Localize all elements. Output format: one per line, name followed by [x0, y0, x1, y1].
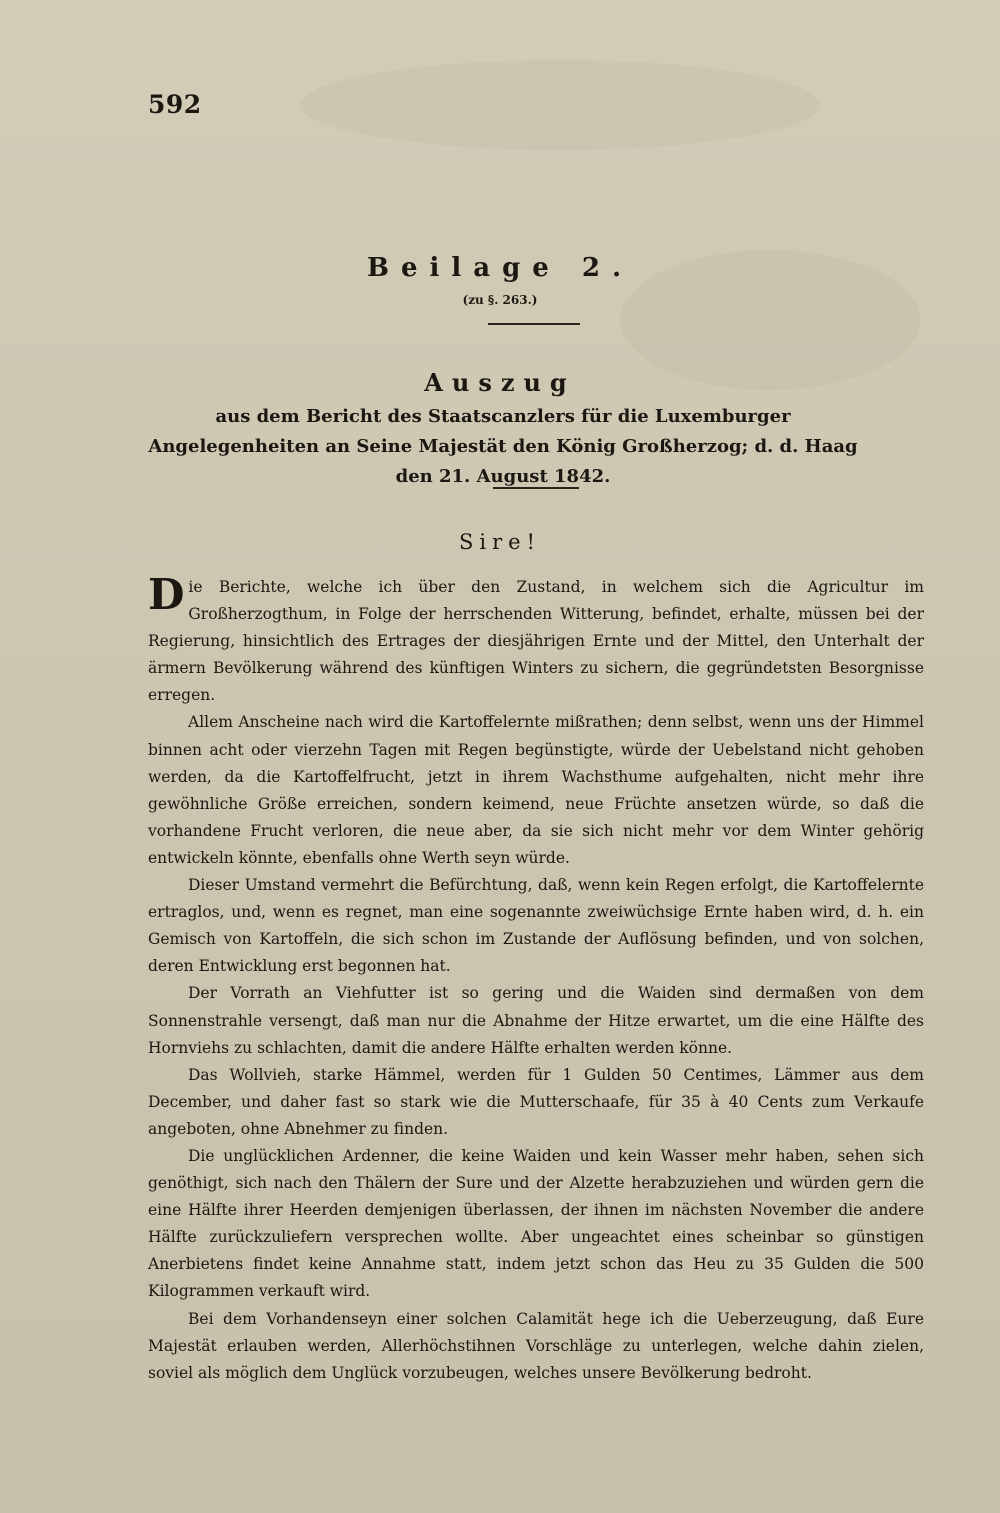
paragraph-text: ie Berichte, welche ich über den Zustand, in welchem sich die Agricultur im Großherzogthum, in Folge der herrschenden Witterung, befindet, erhalte, müssen bei der Regierung, hinsichtlich des Ertrages der diesjährigen Ernte und der Mittel, den Unterhalt der ärmern Bevölkerung während des künftigen Winters zu sichern, die gegründetsten Besorgnisse erregen. — [148, 578, 924, 705]
divider-rule — [488, 323, 580, 325]
paragraph: Die unglücklichen Ardenner, die keine Waiden und kein Wasser mehr haben, sehen sich genöthigt, sich nach den Thälern der Sure und der Alzette herabzuziehen und würden gern die eine Hälfte ihrer Heerden demjenigen überlassen, der ihnen im nächsten November die andere Hälfte zurückzuliefern versprechen wollte. Aber ungeachtet eines scheinbar so günstigen Anerbietens findet keine Annahme statt, indem jetzt schon das Heu zu 35 Gulden die 500 Kilogrammen verkauft wird. — [148, 1146, 924, 1301]
excerpt-description: aus dem Bericht des Staatscanzlers für die Luxemburger Angelegenheiten an Seine Majestät den König Großherzog; d. d. Haag den 21. August 1842. — [148, 406, 858, 487]
paragraph: Das Wollvieh, starke Hämmel, werden für 1 Gulden 50 Centimes, Lämmer aus dem December, und daher fast so stark wie die Mutterschaafe, für 35 à 40 Cents zum Verkaufe angeboten, ohne Abnehmer zu finden. — [148, 1065, 924, 1138]
paragraph — [148, 570, 924, 709]
paragraph: Der Vorrath an Viehfutter ist so gering und die Waiden sind dermaßen von dem Sonnenstrahle versengt, daß man nur die Abnahme der Hitze erwartet, um die eine Hälfte des Hornviehs zu schlachten, damit die andere Hälfte erhalten werden könne. — [148, 984, 924, 1057]
paper-stain — [300, 60, 820, 150]
paragraph: Allem Anscheine nach wird die Kartoffelernte mißrathen; denn selbst, wenn uns der Himmel binnen acht oder vierzehn Tagen mit Regen begünstigte, würde der Uebelstand nicht gehoben werden, da die Kartoffelfrucht, jetzt in ihrem Wachsthume aufgehalten, nicht mehr ihre gewöhnliche Größe erreichen, sondern keimend, neue Früchte ansetzen würde, so daß die vorhandene Frucht verloren, die neue aber, da sie sich nicht mehr vor dem Winter gehörig entwickeln könnte, ebenfalls ohne Werth seyn würde. — [148, 713, 924, 867]
paragraph: Dieser Umstand vermehrt die Befürchtung, daß, wenn kein Regen erfolgt, die Kartoffelernte ertraglos, und, wenn es regnet, man eine sogenannte zweiwüchsige Ernte haben wird, d. h. ein Gemisch von Kartoffeln, die sich schon im Zustande der Auflösung befinden, und von solchen, deren Entwicklung erst begonnen hat. — [148, 876, 924, 976]
salutation: Sire! — [458, 530, 541, 554]
drop-cap: D — [148, 570, 185, 619]
paragraph: Bei dem Vorhandenseyn einer solchen Calamität hege ich die Ueberzeugung, daß Eure Majestät erlauben werden, Allerhöchstihnen Vorschläge zu unterlegen, welche dahin zielen, soviel als möglich dem Unglück vorzubeugen, welches unsere Bevölkerung bedroht. — [148, 1309, 924, 1382]
page-number: 592 — [148, 90, 202, 119]
report-body — [148, 570, 924, 1387]
excerpt-heading: Auszug — [424, 368, 576, 397]
divider-rule — [493, 487, 579, 489]
section-reference: (zu §. 263.) — [462, 293, 538, 307]
appendix-title: Beilage 2. — [366, 253, 634, 283]
